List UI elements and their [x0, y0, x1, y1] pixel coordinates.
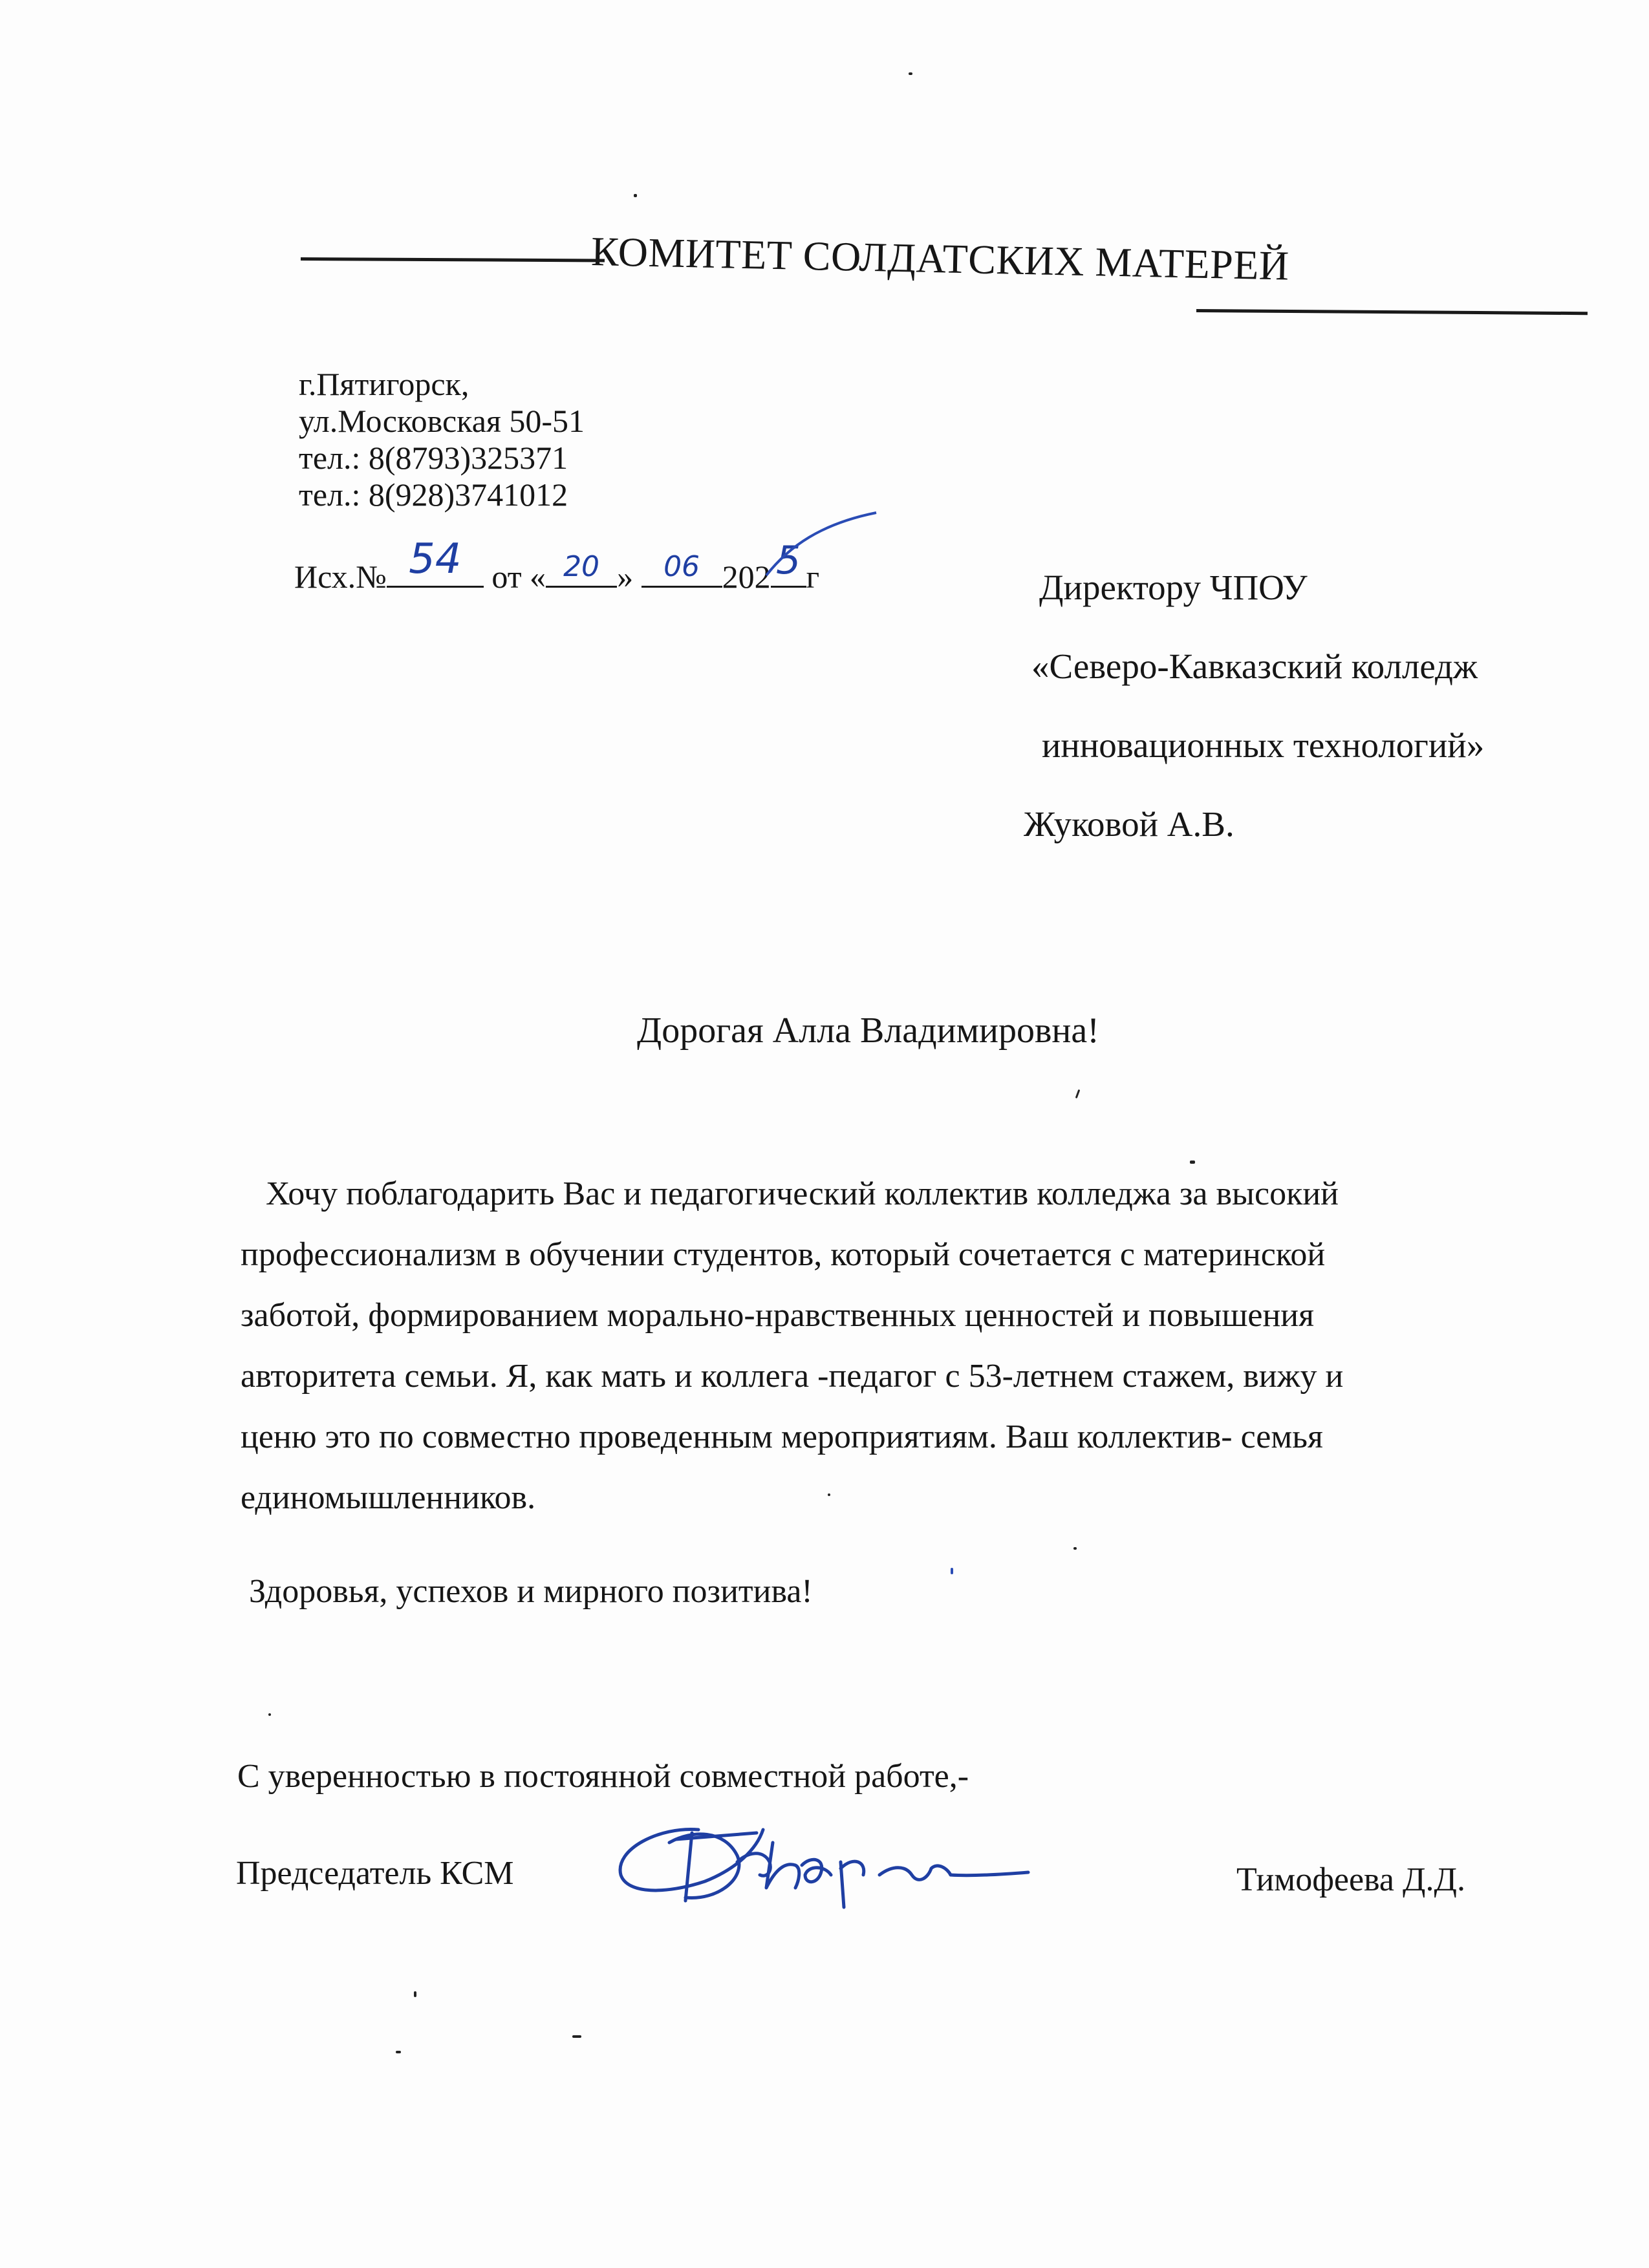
- scan-speck: [414, 1991, 416, 1997]
- reference-from-label: от «: [491, 559, 546, 595]
- closing-line: С уверенностью в постоянной совместной работе,-: [237, 1758, 969, 1795]
- reference-month-field: [641, 550, 722, 588]
- letterhead-rule-right: [1196, 309, 1588, 315]
- recipient-block: [1024, 548, 1485, 864]
- reference-quote-close: »: [617, 559, 634, 595]
- recipient-name: Жуковой А.В.: [1024, 804, 1234, 844]
- body-line: Хочу поблагодарить Вас и педагогический коллектив колледжа за высокий: [241, 1175, 1339, 1212]
- address-street: ул.Московская 50-51: [299, 403, 585, 439]
- scan-speck: [1073, 1547, 1077, 1550]
- letterhead-rule-under: [605, 284, 1200, 297]
- outgoing-reference: [294, 535, 820, 595]
- reference-number: 54: [409, 535, 462, 583]
- scan-speck: [396, 2051, 401, 2053]
- pen-stroke-decoration: [763, 508, 879, 579]
- reference-year-digit: 5: [775, 538, 801, 583]
- reference-prefix: Исх.№: [294, 559, 387, 595]
- reference-number-field: [387, 535, 484, 588]
- address-phone-1: тел.: 8(8793)325371: [299, 440, 568, 476]
- organization-name: КОМИТЕТ СОЛДАТСКИХ МАТЕРЕЙ: [590, 228, 1290, 289]
- signatory-position: Председатель КСМ: [236, 1855, 514, 1892]
- salutation: Дорогая Алла Владимировна!: [637, 1011, 1099, 1051]
- reference-month: 06: [663, 550, 700, 583]
- scan-speck: [268, 1713, 271, 1716]
- address-city: г.Пятигорск,: [299, 366, 469, 402]
- recipient-org-line-2: инновационных технологий»: [1042, 725, 1485, 765]
- scan-speck: [1075, 1089, 1081, 1098]
- reference-year-suffix: г: [806, 559, 820, 595]
- signatory-name: Тимофеева Д.Д.: [1236, 1861, 1465, 1898]
- scan-speck: [828, 1493, 830, 1496]
- letter-body: [241, 1164, 1502, 1528]
- scan-speck: [572, 2035, 581, 2038]
- reference-day-field: [546, 550, 617, 588]
- scan-speck: [909, 72, 912, 75]
- letterhead-rule-left: [301, 257, 605, 262]
- body-line: единомышленников.: [241, 1479, 536, 1516]
- wish-line: Здоровья, успехов и мирного позитива!: [249, 1573, 813, 1610]
- scan-speck: [951, 1568, 953, 1574]
- recipient-title: Директору ЧПОУ: [1039, 568, 1308, 607]
- reference-year-prefix: 202: [722, 559, 771, 595]
- body-line: заботой, формированием морально-нравственных ценностей и повышения: [241, 1297, 1315, 1334]
- recipient-org-line-1: «Северо-Кавказский колледж: [1031, 647, 1478, 686]
- body-line: ценю это по совместно проведенным мероприятиям. Ваш коллектив- семья: [241, 1418, 1323, 1455]
- address-phone-2: тел.: 8(928)3741012: [299, 476, 568, 513]
- scan-speck: [634, 194, 637, 197]
- body-line: профессионализм в обучении студентов, который сочетается с материнской: [241, 1236, 1326, 1273]
- reference-day: 20: [563, 550, 600, 583]
- scan-speck: [1190, 1161, 1195, 1164]
- sender-address: [299, 366, 585, 513]
- handwritten-signature: [608, 1804, 1061, 1914]
- body-line: авторитета семьи. Я, как мать и коллега -педагог с 53-летнем стажем, вижу и: [241, 1358, 1344, 1395]
